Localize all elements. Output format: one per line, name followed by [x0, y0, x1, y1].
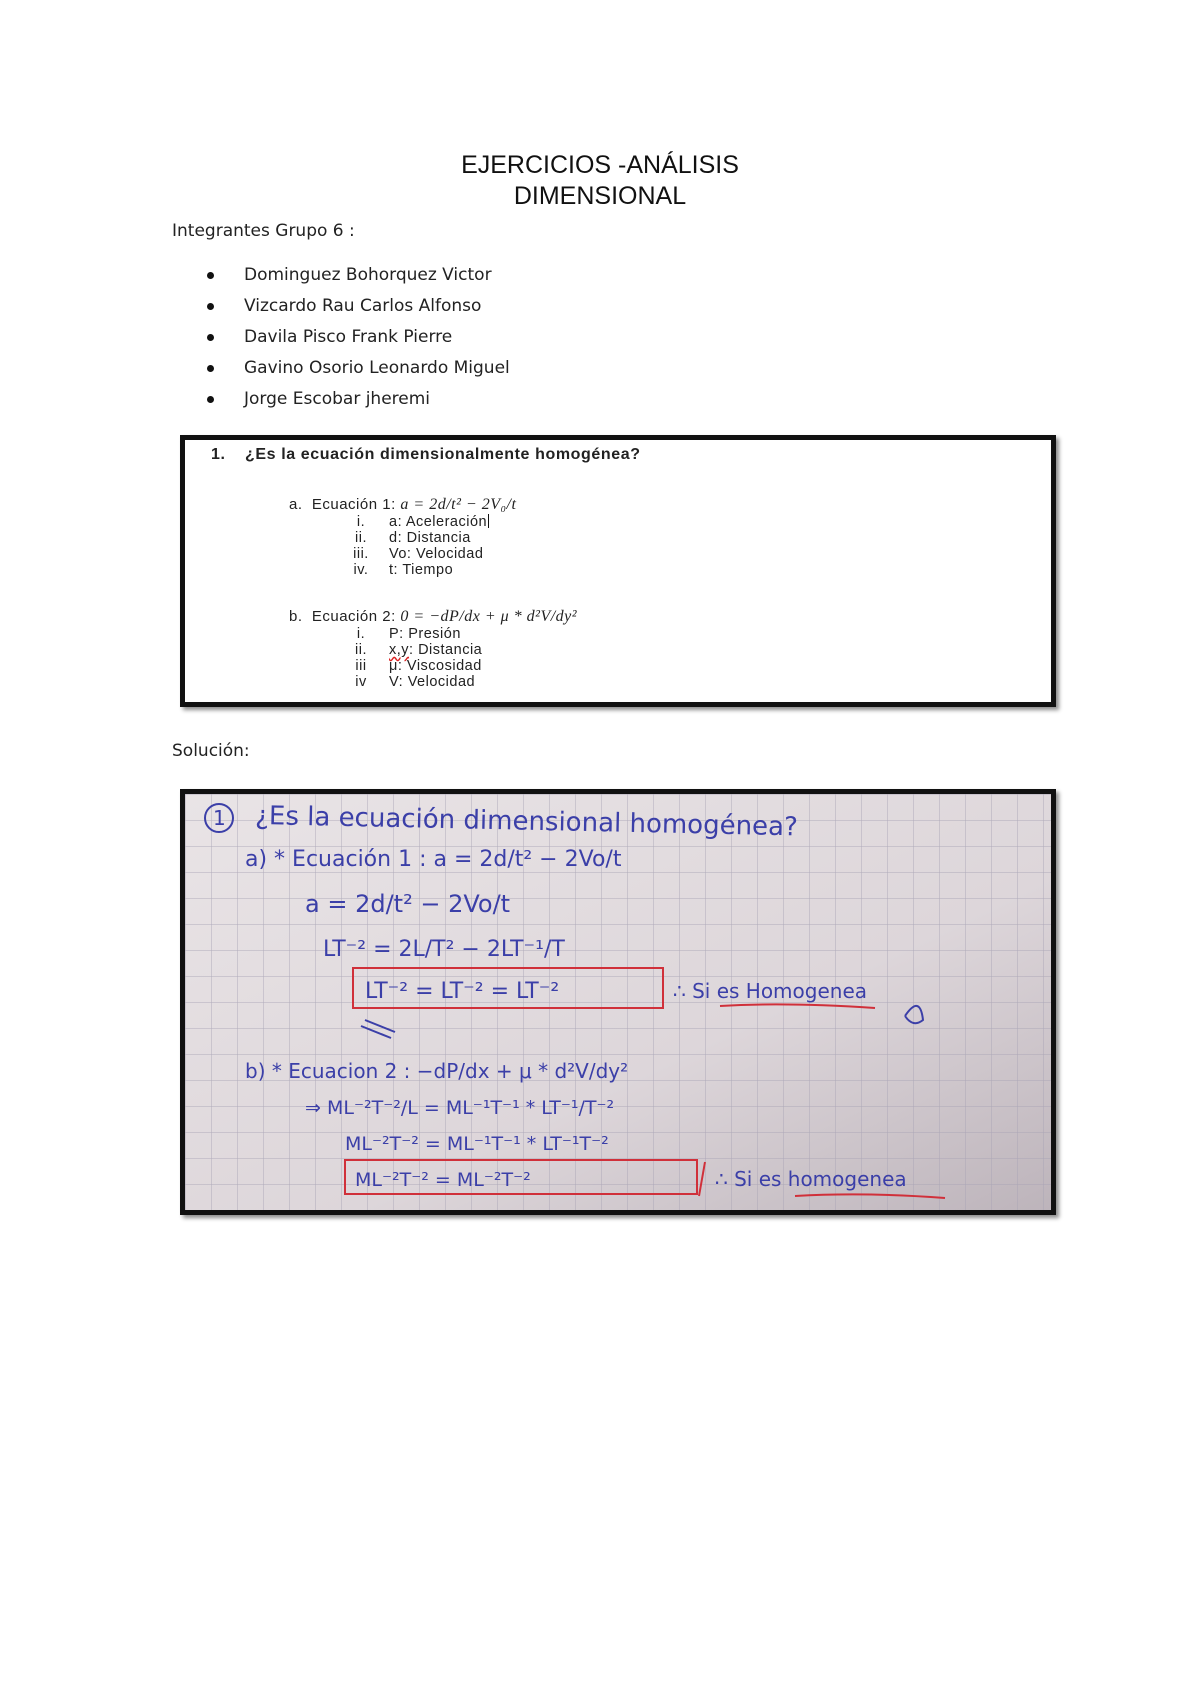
hw-b-box: ML⁻²T⁻² = ML⁻²T⁻²: [355, 1169, 531, 1191]
equation-2-title: Ecuación 2:: [311, 608, 396, 625]
variable-text: V: Velocidad: [389, 674, 476, 690]
hw-header: ¿Es la ecuación dimensional homogénea?: [254, 801, 799, 843]
member-name: Vizcardo Rau Carlos Alfonso: [244, 296, 482, 316]
exercise-box: [180, 435, 1056, 707]
roman-numeral: iii.: [353, 546, 369, 562]
list-item: [200, 293, 510, 324]
list-item: [333, 546, 483, 562]
hw-a-box: LT⁻² = LT⁻² = LT⁻²: [365, 979, 560, 1004]
list-item: [333, 530, 471, 546]
equation-2-label: b.: [289, 608, 303, 625]
equation-1: [289, 496, 516, 514]
equation-2: [289, 608, 577, 626]
roman-numeral: iv.: [353, 562, 369, 578]
variable-text: Vo: Velocidad: [389, 546, 484, 562]
list-item: [333, 626, 461, 642]
hw-a-result: ∴ Si es Homogenea: [673, 979, 868, 1003]
equation-1-title: Ecuación 1:: [311, 496, 396, 513]
document-title: [0, 150, 1200, 212]
roman-numeral: ii.: [355, 530, 367, 546]
variable-text: : Distancia: [409, 642, 483, 658]
list-item: [200, 386, 510, 417]
document-title-line2: DIMENSIONAL: [513, 182, 687, 210]
roman-numeral: iv: [355, 674, 367, 690]
hw-a-line3: LT⁻² = 2L/T² − 2LT⁻¹/T: [323, 937, 565, 962]
solution-label: Solución:: [172, 741, 250, 761]
variable-text: t: Tiempo: [389, 562, 454, 578]
list-item: [333, 674, 475, 690]
variable-text: P: Presión: [389, 626, 461, 642]
roman-numeral: i.: [356, 514, 366, 530]
list-item: [333, 562, 453, 578]
variable-text: μ: Viscosidad: [389, 658, 482, 674]
notebook-page: [185, 794, 1051, 1210]
list-item: [200, 324, 510, 355]
member-name: Jorge Escobar jheremi: [244, 389, 431, 409]
list-item: [333, 642, 482, 658]
bullet-icon: [207, 365, 214, 372]
hw-header-number: 1: [213, 806, 226, 830]
equation-1-label: a.: [289, 496, 303, 513]
member-name: Dominguez Bohorquez Victor: [244, 265, 492, 285]
bullet-icon: [207, 272, 214, 279]
bullet-icon: [207, 396, 214, 403]
bullet-icon: [207, 334, 214, 341]
list-item: [200, 262, 510, 293]
exercise-number: 1.: [211, 446, 226, 463]
exercise-question-text: ¿Es la ecuación dimensionalmente homogénea?: [245, 446, 641, 463]
text-cursor: [488, 514, 489, 528]
hw-b-result: ∴ Si es homogenea: [715, 1167, 907, 1191]
roman-numeral: ii.: [355, 642, 367, 658]
variable-text: d: Distancia: [389, 530, 471, 546]
hw-a-line2: a = 2d/t² − 2Vo/t: [305, 890, 511, 918]
variable-symbol: x,y: [389, 642, 410, 658]
exercise-question: [211, 446, 641, 464]
member-name: Gavino Osorio Leonardo Miguel: [244, 358, 510, 378]
hw-a-line1: a) * Ecuación 1 : a = 2d/t² − 2Vo/t: [245, 847, 622, 872]
equation-2-formula: 0 = −dP/dx + μ * d²V/dy²: [400, 608, 578, 625]
list-item: [333, 514, 489, 530]
member-name: Davila Pisco Frank Pierre: [244, 327, 453, 347]
roman-numeral: i.: [356, 626, 366, 642]
hw-b-line1: b) * Ecuacion 2 : −dP/dx + μ * d²V/dy²: [245, 1059, 629, 1083]
members-list: [200, 262, 510, 417]
hw-b-line2: ⇒ ML⁻²T⁻²/L = ML⁻¹T⁻¹ * LT⁻¹/T⁻²: [305, 1097, 615, 1119]
list-item: [200, 355, 510, 386]
roman-numeral: iii: [355, 658, 367, 674]
solution-photo: [180, 789, 1056, 1215]
bullet-icon: [207, 303, 214, 310]
hw-b-line3: ML⁻²T⁻² = ML⁻¹T⁻¹ * LT⁻¹T⁻²: [345, 1133, 609, 1155]
equation-1-formula: a = 2d/t² − 2V₀/t: [400, 496, 517, 513]
document-title-line1: EJERCICIOS -ANÁLISIS: [461, 151, 739, 179]
variable-text: a: Aceleración: [389, 514, 488, 530]
list-item: [333, 658, 482, 674]
members-label: Integrantes Grupo 6 :: [172, 221, 355, 241]
